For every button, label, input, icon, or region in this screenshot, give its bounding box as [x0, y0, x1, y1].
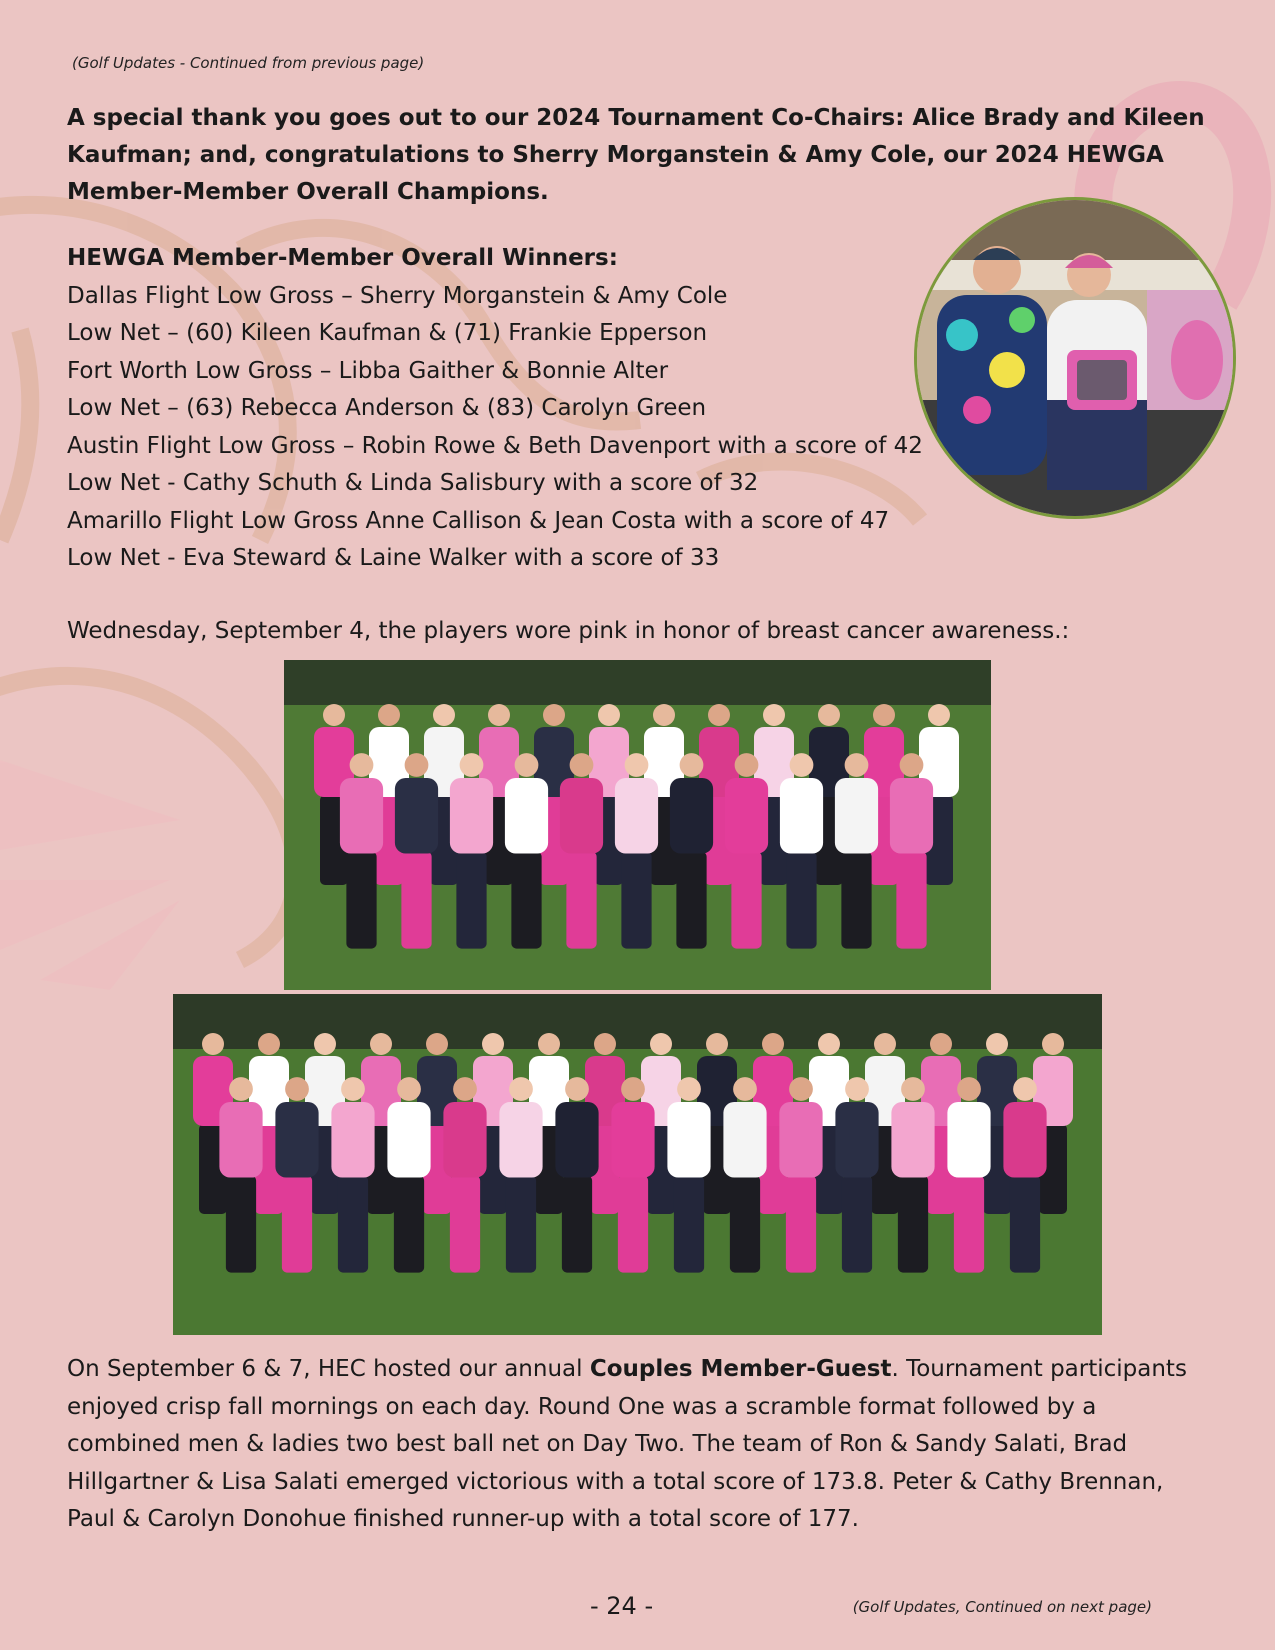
photo-figure-legs [618, 1175, 648, 1272]
photo-figure-legs [954, 1175, 984, 1272]
photo-figure-body [723, 1102, 766, 1178]
photo-figure-head [930, 1033, 952, 1055]
photo-figure-body [331, 1102, 374, 1178]
photo-figure-head [957, 1077, 981, 1101]
photo-figure-body [615, 778, 658, 854]
winner-line: Low Net - Eva Steward & Laine Walker with a score of 33 [67, 545, 720, 571]
photo-figure-body [219, 1102, 262, 1178]
photo-figure-legs [1010, 1175, 1040, 1272]
photo-figure-legs [394, 1175, 424, 1272]
photo-figure-head [488, 704, 510, 726]
photo-figure-body [947, 1102, 990, 1178]
couples-paragraph [67, 1351, 1217, 1539]
page-number: - 24 - [590, 1592, 654, 1620]
couples-text-before: On September 6 & 7, HEC hosted our annual [67, 1356, 590, 1382]
photo-figure-head [543, 704, 565, 726]
photo-figure-head [453, 1077, 477, 1101]
photo-figure-head [986, 1033, 1008, 1055]
photo-figure-head [258, 1033, 280, 1055]
photo-figure-head [733, 1077, 757, 1101]
photo-figure-head [790, 753, 814, 777]
photo-figure-body [779, 1102, 822, 1178]
photo-figure-head [901, 1077, 925, 1101]
photo-figure-head [285, 1077, 309, 1101]
winner-line: Dallas Flight Low Gross – Sherry Morganstein & Amy Cole [67, 282, 728, 309]
photo-figure-head [789, 1077, 813, 1101]
photo-group-pink [284, 660, 991, 990]
photo-figure-head [378, 704, 400, 726]
photo-figure-head [1013, 1077, 1037, 1101]
photo-figure-legs [896, 851, 926, 948]
photo-figure-legs [346, 851, 376, 948]
photo-figure-head [763, 704, 785, 726]
photo-figure-body [891, 1102, 934, 1178]
photo-figure-body [667, 1102, 710, 1178]
photo-figure-legs [450, 1175, 480, 1272]
photo-figure-legs [456, 851, 486, 948]
photo-figure-head [314, 1033, 336, 1055]
photo-figure-head [677, 1077, 701, 1101]
photo-figure-head [202, 1033, 224, 1055]
photo-figure-legs [282, 1175, 312, 1272]
couples-event-name: Couples Member-Guest [589, 1356, 892, 1382]
winner-line: Low Net - Cathy Schuth & Linda Salisbury with a score of 32 [67, 470, 759, 496]
photo-figure-head [482, 1033, 504, 1055]
winner-line: Austin Flight Low Gross – Robin Rowe & Beth Davenport with a score of 42 [67, 432, 923, 459]
winner-line: Fort Worth Low Gross – Libba Gaither & Bonnie Alter [67, 357, 669, 384]
photo-figure-head [426, 1033, 448, 1055]
couples-text-after: . Tournament participants enjoyed crisp fall mornings on each day. Round One was a scramble format followed by a combined men & ladies two best ball net on Day Two. The team of Ron & Sandy Salati, Brad Hillgartner & Lisa Salati emerged victorious with a total score of 173.8. Peter & Cathy Brennan, Paul & Carolyn Donohue finished runner-up with a total score of 177. [67, 1356, 1187, 1532]
photo-figure-legs [841, 851, 871, 948]
photo-figure-head [625, 753, 649, 777]
photo-figure-head [433, 704, 455, 726]
photo-figure-body [1003, 1102, 1046, 1178]
winner-line: Amarillo Flight Low Gross Anne Callison & Jean Costa with a score of 47 [67, 507, 890, 534]
photo-figure-body [835, 1102, 878, 1178]
photo-figure-body [395, 778, 438, 854]
photo-figure-legs [621, 851, 651, 948]
photo-two-golfers [914, 197, 1236, 519]
winners-heading: HEWGA Member-Member Overall Winners: [67, 245, 618, 271]
photo-figure-head [598, 704, 620, 726]
photo-figure-body [387, 1102, 430, 1178]
photo-figure-body [835, 778, 878, 854]
winner-line: Low Net – (60) Kileen Kaufman & (71) Frankie Epperson [67, 320, 708, 346]
photo-figure-head [370, 1033, 392, 1055]
photo-figure-head [1042, 1033, 1064, 1055]
photo-figure-legs [674, 1175, 704, 1272]
photo-figure-head [594, 1033, 616, 1055]
photo-figure-head [653, 704, 675, 726]
winners-list [67, 240, 947, 578]
photo-figure-head [708, 704, 730, 726]
photo-figure-head [538, 1033, 560, 1055]
photo-figure-head [900, 753, 924, 777]
photo-figure-head [515, 753, 539, 777]
photo-figure-body [670, 778, 713, 854]
photo-figure-legs [506, 1175, 536, 1272]
photo-figure-head [621, 1077, 645, 1101]
photo-figure-body [499, 1102, 542, 1178]
photo-figure-legs [786, 851, 816, 948]
photo-figure-head [928, 704, 950, 726]
photo-figure-body [611, 1102, 654, 1178]
photo-figure-head [229, 1077, 253, 1101]
photo-figure-head [460, 753, 484, 777]
photo-figure-body [780, 778, 823, 854]
photo-figure-head [570, 753, 594, 777]
photo-figure-head [680, 753, 704, 777]
photo-figure-head [350, 753, 374, 777]
photo-figure-head [762, 1033, 784, 1055]
photo-figure-body [505, 778, 548, 854]
photo-figure-head [509, 1077, 533, 1101]
photo-figure-head [706, 1033, 728, 1055]
winner-line: Low Net – (63) Rebecca Anderson & (83) Carolyn Green [67, 395, 707, 421]
photo-figure-legs [898, 1175, 928, 1272]
photo-figure-head [323, 704, 345, 726]
intro-paragraph: A special thank you goes out to our 2024 Tournament Co-Chairs: Alice Brady and Kileen Kaufman; and, congratulations to Sherry Morganstein & Amy Cole, our 2024 HEWGA Member-Member Overall Champions. [67, 105, 1205, 205]
photo-figure-head [818, 1033, 840, 1055]
photo-figure-head [873, 704, 895, 726]
photo-figure-head [818, 704, 840, 726]
photo-figure-head [874, 1033, 896, 1055]
photo-figure-legs [401, 851, 431, 948]
photo-figure-head [565, 1077, 589, 1101]
photo-figure-head [735, 753, 759, 777]
pink-day-caption: Wednesday, September 4, the players wore pink in honor of breast cancer awareness.: [67, 618, 1070, 644]
photo-figure-body [560, 778, 603, 854]
photo-figure-head [650, 1033, 672, 1055]
photo-figure-legs [562, 1175, 592, 1272]
photo-figure-body [450, 778, 493, 854]
photo-figure-head [845, 1077, 869, 1101]
photo-figure-legs [511, 851, 541, 948]
continued-on-note: (Golf Updates, Continued on next page) [852, 1598, 1152, 1616]
photo-figure-legs [226, 1175, 256, 1272]
photo-figure-legs [566, 851, 596, 948]
photo-figure-body [555, 1102, 598, 1178]
photo-figure-body [725, 778, 768, 854]
photo-figure-legs [786, 1175, 816, 1272]
continued-from-note: (Golf Updates - Continued from previous page) [72, 54, 425, 72]
photo-figure-body [275, 1102, 318, 1178]
photo-figure-legs [730, 1175, 760, 1272]
photo-figure-legs [731, 851, 761, 948]
photo-figure-head [341, 1077, 365, 1101]
photo-figure-head [405, 753, 429, 777]
photo-figure-body [340, 778, 383, 854]
photo-figure-body [890, 778, 933, 854]
photo-group-large [173, 994, 1102, 1335]
photo-figure-body [443, 1102, 486, 1178]
photo-figure-legs [842, 1175, 872, 1272]
photo-figure-legs [676, 851, 706, 948]
photo-figure-head [845, 753, 869, 777]
photo-figure-head [397, 1077, 421, 1101]
photo-figure-legs [338, 1175, 368, 1272]
